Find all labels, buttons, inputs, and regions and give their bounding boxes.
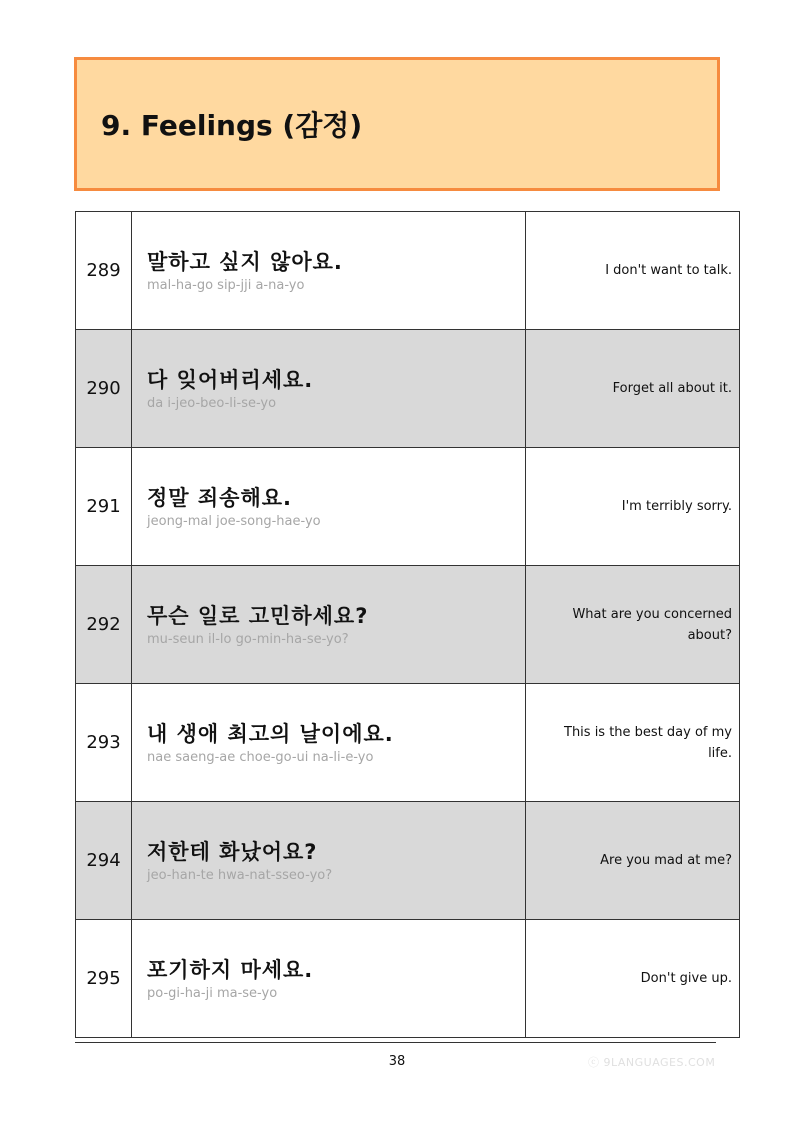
romanization-text: da i-jeo-beo-li-se-yo	[147, 396, 277, 411]
phrase-korean-cell	[132, 448, 526, 566]
phrase-english-cell	[526, 330, 740, 448]
english-text: I don't want to talk.	[605, 263, 732, 278]
romanization-text: mal-ha-go sip-jji a-na-yo	[147, 278, 305, 293]
phrase-number: 293	[76, 684, 132, 802]
phrase-korean-cell	[132, 920, 526, 1038]
romanization-text: jeo-han-te hwa-nat-sseo-yo?	[147, 868, 333, 883]
korean-text: 다 잊어버리세요.	[147, 368, 314, 392]
phrase-korean-cell	[132, 802, 526, 920]
phrase-english-cell	[526, 802, 740, 920]
section-title: 9. Feelings (감정)	[101, 109, 363, 142]
phrase-number: 291	[76, 448, 132, 566]
korean-text: 무슨 일로 고민하세요?	[147, 604, 369, 628]
romanization-text: mu-seun il-lo go-min-ha-se-yo?	[147, 632, 349, 647]
phrase-row	[76, 566, 740, 684]
phrase-row	[76, 212, 740, 330]
phrase-number: 292	[76, 566, 132, 684]
section-header	[74, 57, 720, 191]
korean-text: 저한테 화났어요?	[147, 840, 318, 864]
korean-text: 정말 죄송해요.	[147, 486, 293, 510]
phrase-number: 294	[76, 802, 132, 920]
phrase-row	[76, 802, 740, 920]
phrase-korean-cell	[132, 330, 526, 448]
english-text: Are you mad at me?	[600, 853, 732, 868]
phrase-korean-cell	[132, 684, 526, 802]
phrase-table	[75, 211, 740, 1038]
english-text: This is the best day of my life.	[564, 724, 732, 761]
watermark: ⓒ 9LANGUAGES.COM	[588, 1056, 716, 1069]
english-text: What are you concerned about?	[572, 606, 732, 643]
english-text: I'm terribly sorry.	[621, 499, 732, 514]
phrase-row	[76, 448, 740, 566]
phrase-english-cell	[526, 920, 740, 1038]
phrase-english-cell	[526, 684, 740, 802]
korean-text: 내 생애 최고의 날이에요.	[147, 722, 394, 746]
phrase-english-cell	[526, 448, 740, 566]
romanization-text: nae saeng-ae choe-go-ui na-li-e-yo	[147, 750, 374, 765]
phrase-number: 295	[76, 920, 132, 1038]
phrase-row	[76, 920, 740, 1038]
phrase-number: 289	[76, 212, 132, 330]
korean-text: 포기하지 마세요.	[147, 958, 314, 982]
romanization-text: jeong-mal joe-song-hae-yo	[147, 514, 321, 529]
english-text: Don't give up.	[640, 971, 732, 986]
phrase-row	[76, 330, 740, 448]
phrase-english-cell	[526, 566, 740, 684]
phrase-row	[76, 684, 740, 802]
phrase-korean-cell	[132, 566, 526, 684]
bottom-divider	[75, 1042, 716, 1043]
korean-text: 말하고 싶지 않아요.	[147, 250, 343, 274]
phrase-english-cell	[526, 212, 740, 330]
phrase-korean-cell	[132, 212, 526, 330]
phrase-number: 290	[76, 330, 132, 448]
romanization-text: po-gi-ha-ji ma-se-yo	[147, 986, 278, 1001]
english-text: Forget all about it.	[612, 381, 732, 396]
page-number: 38	[388, 1054, 406, 1069]
